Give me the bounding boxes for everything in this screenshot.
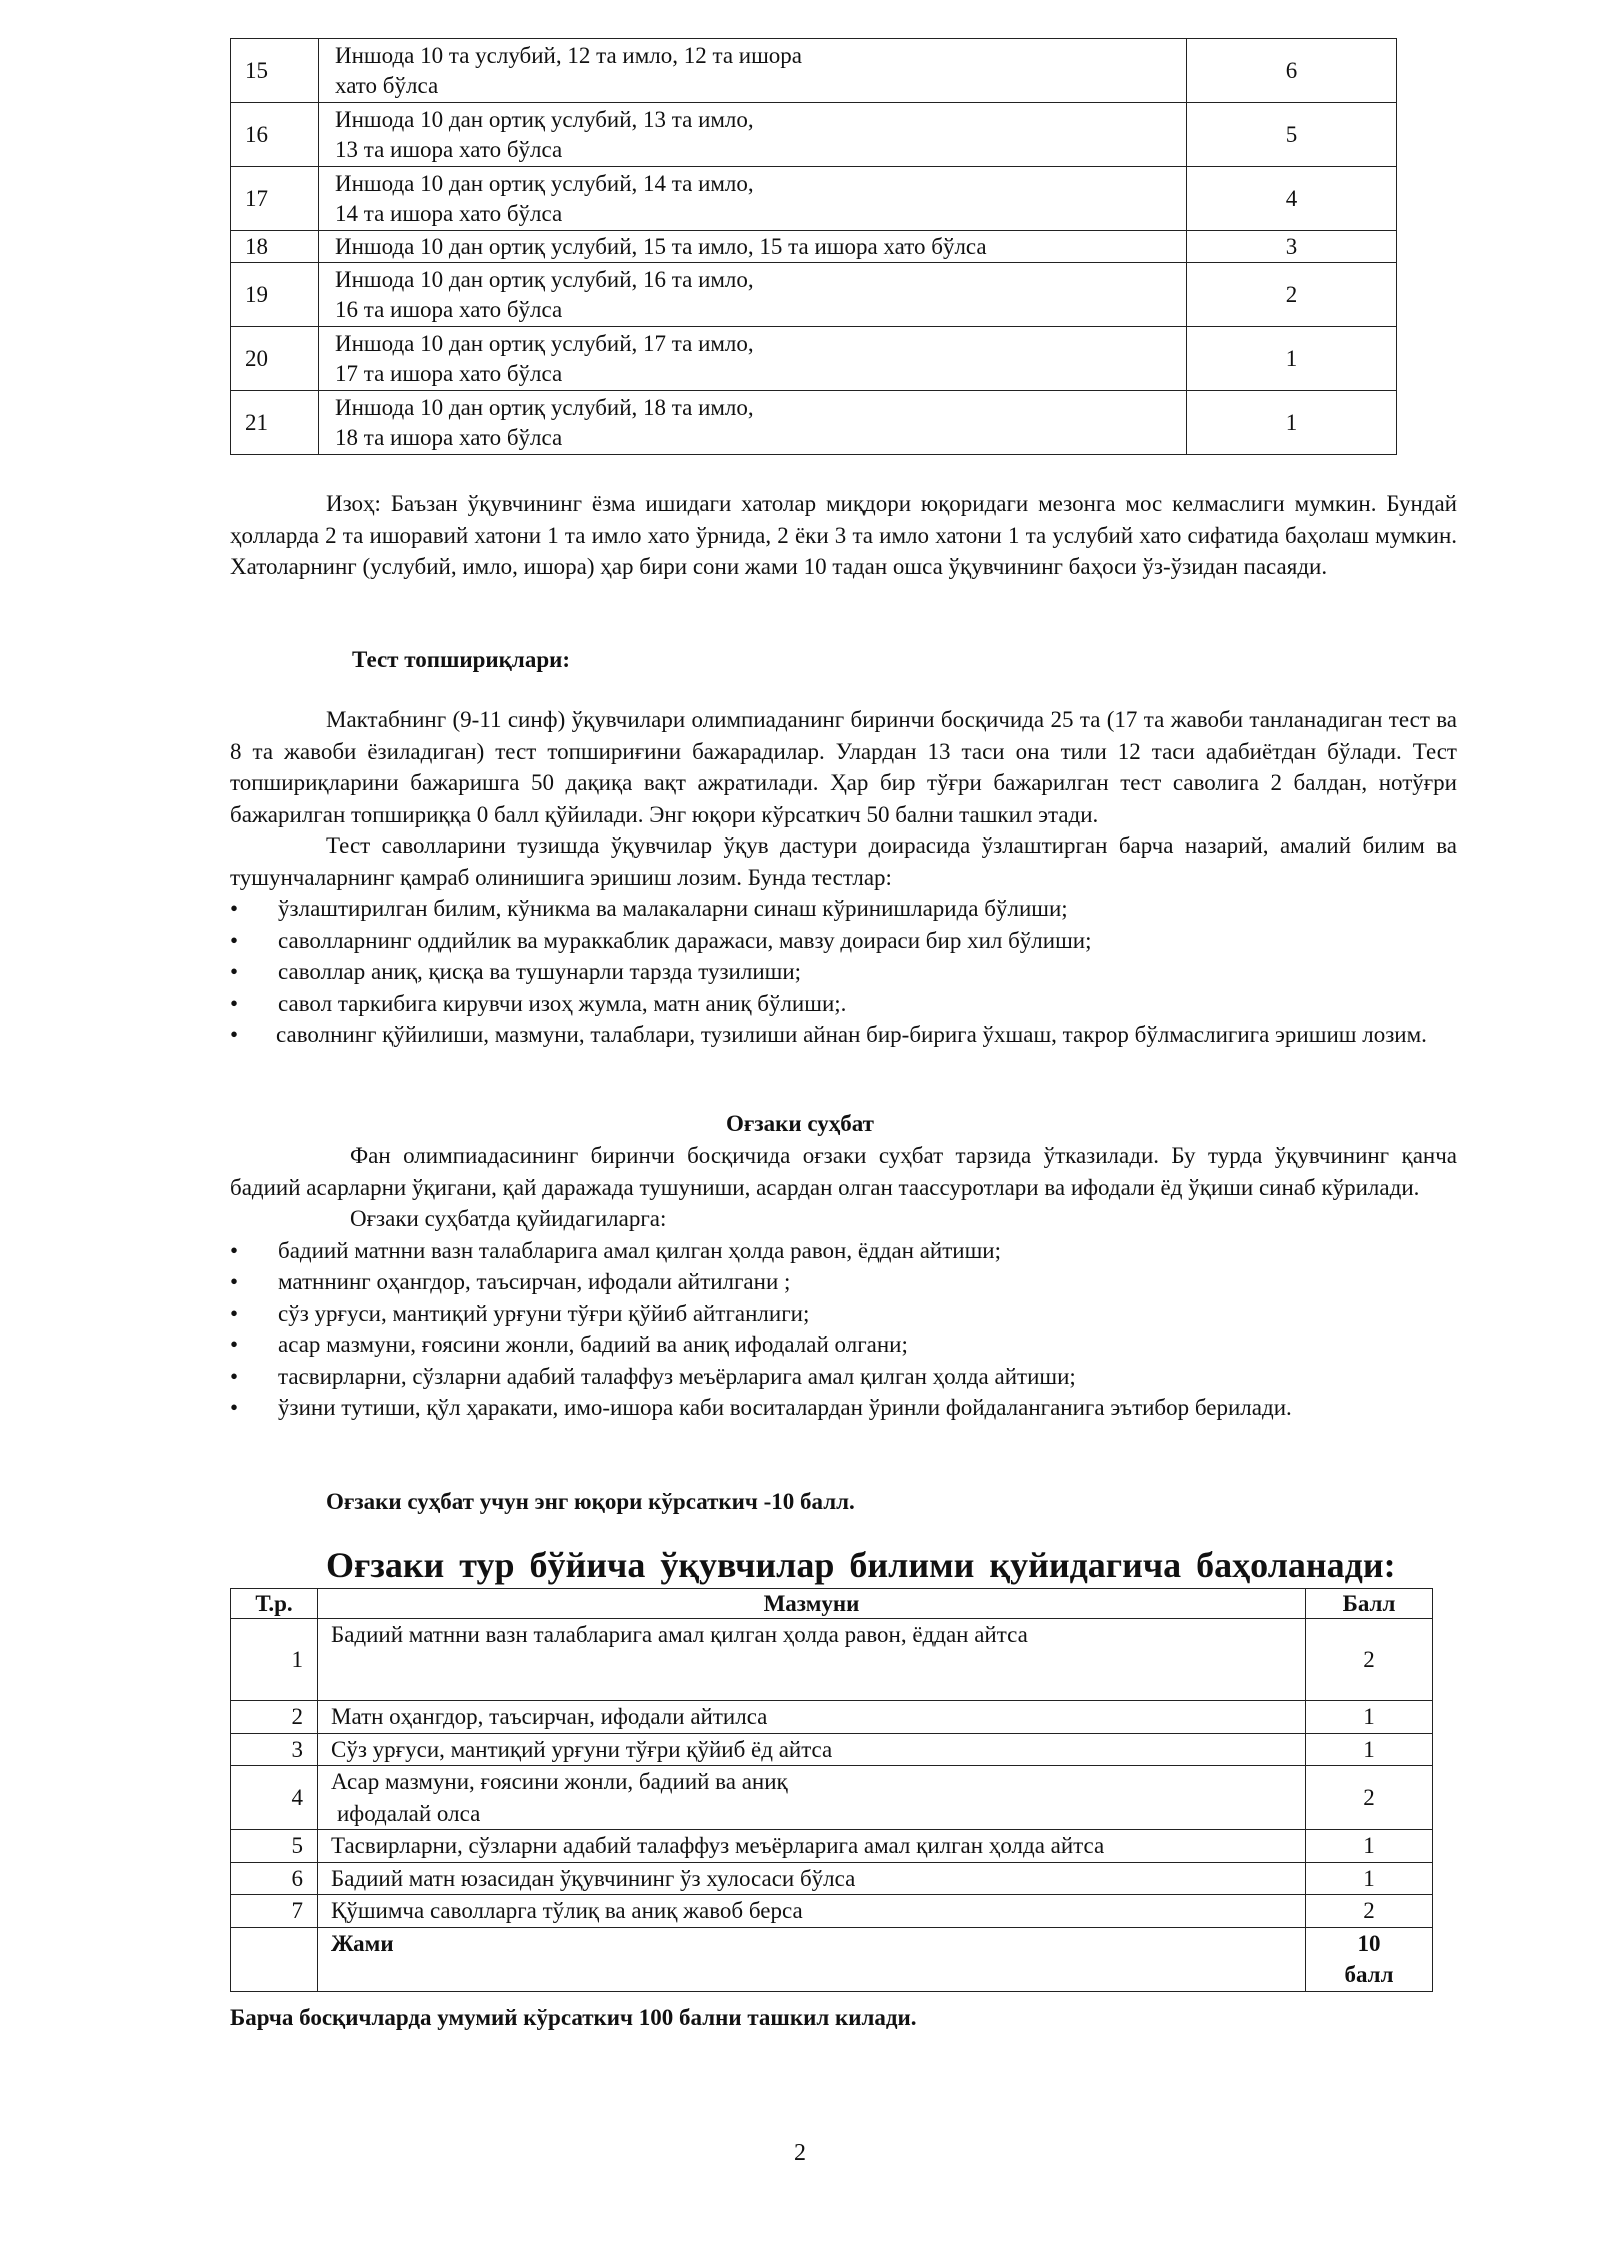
test-section	[230, 704, 1457, 1051]
row-text-line2: ифодалай олса	[337, 1800, 481, 1826]
row-number: 21	[231, 391, 319, 455]
bullet-icon: •	[230, 1022, 239, 1047]
row-text: Бадиий матнни вазн талабларига амал қилган ҳолда равон, ёддан айтса	[318, 1619, 1306, 1701]
total-score-unit: балл	[1344, 1962, 1394, 1987]
row-text-line1: Иншода 10 дан ортиқ услубий, 18 та имло,	[335, 394, 754, 420]
table-header-row	[231, 1589, 1433, 1619]
row-score: 4	[1187, 167, 1397, 231]
row-number: 18	[231, 231, 319, 263]
bullet-icon: •	[230, 1332, 239, 1357]
table-row	[231, 1895, 1433, 1928]
list-item-text: тасвирларни, сўзларни адабий талаффуз меъёрларига амал қилган ҳолда айтиши;	[278, 1363, 1076, 1389]
test-paragraph-2: Тест саволларини тузишда ўқувчилар ўқув дастури доирасида ўзлаштирган барча назарий, амалий билим ва тушунчаларнинг қамраб олинишига эришиш лозим. Бунда тестлар:	[230, 833, 1457, 890]
total-score	[1306, 1927, 1433, 1991]
list-item-text: асар мазмуни, ғоясини жонли, бадиий ва аниқ ифодалай олгани;	[278, 1332, 908, 1357]
row-text-line2: 16 та ишора хато бўлса	[335, 296, 563, 322]
row-score: 1	[1306, 1862, 1433, 1895]
list-item	[230, 1298, 1457, 1330]
row-text: Тасвирларни, сўзларни адабий талаффуз меъёрларига амал қилган ҳолда айтса	[318, 1830, 1306, 1863]
row-number: 1	[231, 1619, 318, 1701]
row-text: Сўз урғуси, мантиқий урғуни тўғри қўйиб ёд айтса	[318, 1733, 1306, 1766]
row-text-line1: Асар мазмуни, ғоясини жонли, бадиий ва аниқ	[331, 1769, 788, 1794]
row-number: 2	[231, 1701, 318, 1734]
row-score: 5	[1187, 103, 1397, 167]
row-text	[319, 391, 1187, 455]
row-text-line2: 13 та ишора хато бўлса	[335, 136, 563, 162]
list-item-text: матннинг оҳангдор, таъсирчан, ифодали айтилгани ;	[278, 1269, 791, 1294]
row-text	[319, 103, 1187, 167]
row-text-line1: Иншода 10 та услубий, 12 та имло, 12 та ишора	[335, 42, 803, 68]
header-score: Балл	[1306, 1589, 1433, 1619]
row-number: 17	[231, 167, 319, 231]
page-number: 2	[794, 2140, 806, 2166]
table2-title: Оғзаки тур бўйича ўқувчилар билими қуйидагича баҳоланади:	[326, 1545, 1396, 1585]
table-row	[231, 231, 1397, 263]
row-score: 3	[1187, 231, 1397, 263]
row-text-line2: 18 та ишора хато бўлса	[335, 424, 563, 450]
list-item-text: бадиий матнни вазн талабларига амал қилган ҳолда равон, ёддан айтиши;	[278, 1237, 1002, 1263]
bullet-icon: •	[230, 959, 239, 984]
row-score: 1	[1306, 1733, 1433, 1766]
row-text	[319, 327, 1187, 391]
row-number: 3	[231, 1733, 318, 1766]
row-text-line2: хато бўлса	[335, 72, 439, 98]
row-text-line1: Иншода 10 дан ортиқ услубий, 13 та имло,	[335, 106, 754, 132]
header-num: Т.р.	[231, 1589, 318, 1619]
row-number-empty	[231, 1927, 318, 1991]
list-item	[230, 1235, 1457, 1267]
test-paragraph-1: Мактабнинг (9-11 синф) ўқувчилари олимпиаданинг биринчи босқичида 25 та (17 та жавоби танланадиган тест ва 8 та жавоби ёзиладиган) тест топшириғини бажарадилар. Улардан 13 таси она тили 12 таси адабиётдан бўлади. Тест топшириқларини бажаришга 50 дақиқа вақт ажратилади. Ҳар бир тўғри бажарилган тест саволига 2 балдан, нотўғри бажарилган топшириққа 0 балл қўйилади. Энг юқори кўрсаткич 50 бални ташкил этади.	[230, 707, 1457, 827]
row-number: 16	[231, 103, 319, 167]
list-item-text: саволлар аниқ, қисқа ва тушунарли тарзда тузилиши;	[278, 959, 802, 984]
oral-score-table	[230, 1588, 1433, 1992]
table-row	[231, 391, 1397, 455]
row-score: 1	[1187, 391, 1397, 455]
row-number: 4	[231, 1766, 318, 1830]
row-number: 19	[231, 263, 319, 327]
bullet-icon: •	[230, 896, 239, 921]
row-text-line1: Иншода 10 дан ортиқ услубий, 14 та имло,	[335, 170, 754, 196]
list-item	[230, 956, 1457, 988]
row-text: Иншода 10 дан ортиқ услубий, 15 та имло, 15 та ишора хато бўлса	[319, 231, 1187, 263]
row-number: 15	[231, 39, 319, 103]
list-item-text: савол таркибига кирувчи изоҳ жумла, матн аниқ бўлиши;.	[278, 990, 847, 1016]
row-score: 1	[1306, 1830, 1433, 1863]
row-text-line2: 14 та ишора хато бўлса	[335, 200, 563, 226]
list-item	[230, 893, 1457, 925]
criteria-table-body	[231, 39, 1397, 455]
oral-paragraph-1: Фан олимпиадасининг биринчи босқичида оғзаки суҳбат тарзида ўтказилади. Бу турда ўқувчининг қанча бадиий асарларни ўқигани, қай даражада тушуниши, асардан олган таассуротлари ва ифодали ёд ўқиши синаб кўрилади.	[230, 1143, 1457, 1200]
row-text-line1: Иншода 10 дан ортиқ услубий, 16 та имло,	[335, 266, 754, 292]
list-item	[230, 1361, 1457, 1393]
bullet-icon: •	[230, 1237, 239, 1263]
list-item	[230, 1019, 1457, 1051]
total-score-value: 10	[1357, 1930, 1381, 1956]
bullet-icon: •	[230, 1363, 239, 1389]
row-score: 2	[1187, 263, 1397, 327]
list-item-text: ўзлаштирилган билим, кўникма ва малакаларни синаш кўринишларида бўлиши;	[278, 896, 1068, 921]
table-total-row	[231, 1927, 1433, 1991]
list-item-text: сўз урғуси, мантиқий урғуни тўғри қўйиб айтганлиги;	[278, 1300, 810, 1326]
row-text-line1: Иншода 10 дан ортиқ услубий, 17 та имло,	[335, 330, 754, 356]
table-row	[231, 327, 1397, 391]
header-content: Мазмуни	[318, 1589, 1306, 1619]
row-score: 1	[1306, 1701, 1433, 1734]
row-text	[318, 1766, 1306, 1830]
list-item-text: саволларнинг оддийлик ва мураккаблик даражаси, мавзу доираси бир хил бўлиши;	[278, 927, 1092, 953]
bullet-icon: •	[230, 1269, 239, 1294]
criteria-table	[230, 38, 1397, 455]
table-row	[231, 263, 1397, 327]
note-paragraph: Изоҳ: Баъзан ўқувчининг ёзма ишидаги хатолар миқдори юқоридаги мезонга мос келмаслиги мумкин. Бундай ҳолларда 2 та ишоравий хатони 1 та имло хато ўрнида, 2 ёки 3 та имло хатони 1 та услубий хато сифатида баҳолаш мумкин. Хатоларнинг (услубий, имло, ишора) ҳар бири сони жами 10 тадан ошса ўқувчининг баҳоси ўз-ўзидан пасаяди.	[230, 491, 1457, 579]
row-number: 20	[231, 327, 319, 391]
table-header	[231, 1589, 1433, 1619]
row-text	[319, 167, 1187, 231]
bullet-icon: •	[230, 990, 239, 1016]
row-text: Матн оҳангдор, таъсирчан, ифодали айтилса	[318, 1701, 1306, 1734]
list-item	[230, 925, 1457, 957]
row-number: 7	[231, 1895, 318, 1928]
oral-max-score: Оғзаки суҳбат учун энг юқори кўрсаткич -10 балл.	[326, 1489, 855, 1514]
table-row	[231, 1733, 1433, 1766]
row-text	[319, 39, 1187, 103]
list-item	[230, 1329, 1457, 1361]
row-text-line2: 17 та ишора хато бўлса	[335, 360, 563, 386]
row-text	[319, 263, 1187, 327]
list-item	[230, 1266, 1457, 1298]
oral-heading: Оғзаки суҳбат	[726, 1111, 874, 1136]
list-item-text: саволнинг қўйилиши, мазмуни, талаблари, тузилиши айнан бир-бирига ўхшаш, такрор бўлмаслигига эришиш лозим.	[276, 1022, 1427, 1047]
note-section	[230, 488, 1457, 583]
row-text: Бадиий матн юзасидан ўқувчининг ўз хулосаси бўлса	[318, 1862, 1306, 1895]
table-row	[231, 167, 1397, 231]
row-score: 6	[1187, 39, 1397, 103]
row-score: 2	[1306, 1619, 1433, 1701]
table-row	[231, 1830, 1433, 1863]
list-item	[230, 988, 1457, 1020]
bullet-icon: •	[230, 927, 239, 953]
row-number: 5	[231, 1830, 318, 1863]
row-number: 6	[231, 1862, 318, 1895]
row-text: Қўшимча саволларга тўлиқ ва аниқ жавоб берса	[318, 1895, 1306, 1928]
table-row	[231, 1619, 1433, 1701]
table-row	[231, 1766, 1433, 1830]
table-row	[231, 1701, 1433, 1734]
table-row	[231, 39, 1397, 103]
row-score: 2	[1306, 1766, 1433, 1830]
oral-section	[230, 1140, 1457, 1424]
list-item	[230, 1392, 1457, 1424]
list-item-text: ўзини тутиши, қўл ҳаракати, имо-ишора каби воситалардан ўринли фойдаланганига эътибор берилади.	[278, 1395, 1292, 1420]
total-label: Жами	[318, 1927, 1306, 1991]
row-score: 2	[1306, 1895, 1433, 1928]
bullet-icon: •	[230, 1300, 239, 1326]
bullet-icon: •	[230, 1395, 239, 1420]
table-row	[231, 1862, 1433, 1895]
final-note: Барча босқичларда умумий кўрсаткич 100 бални ташкил килади.	[230, 2005, 917, 2030]
oral-paragraph-2: Оғзаки суҳбатда қуйидагиларга:	[350, 1206, 667, 1231]
oral-score-table-body	[231, 1619, 1433, 1992]
row-score: 1	[1187, 327, 1397, 391]
test-heading: Тест топшириқлари:	[352, 647, 571, 672]
table-row	[231, 103, 1397, 167]
